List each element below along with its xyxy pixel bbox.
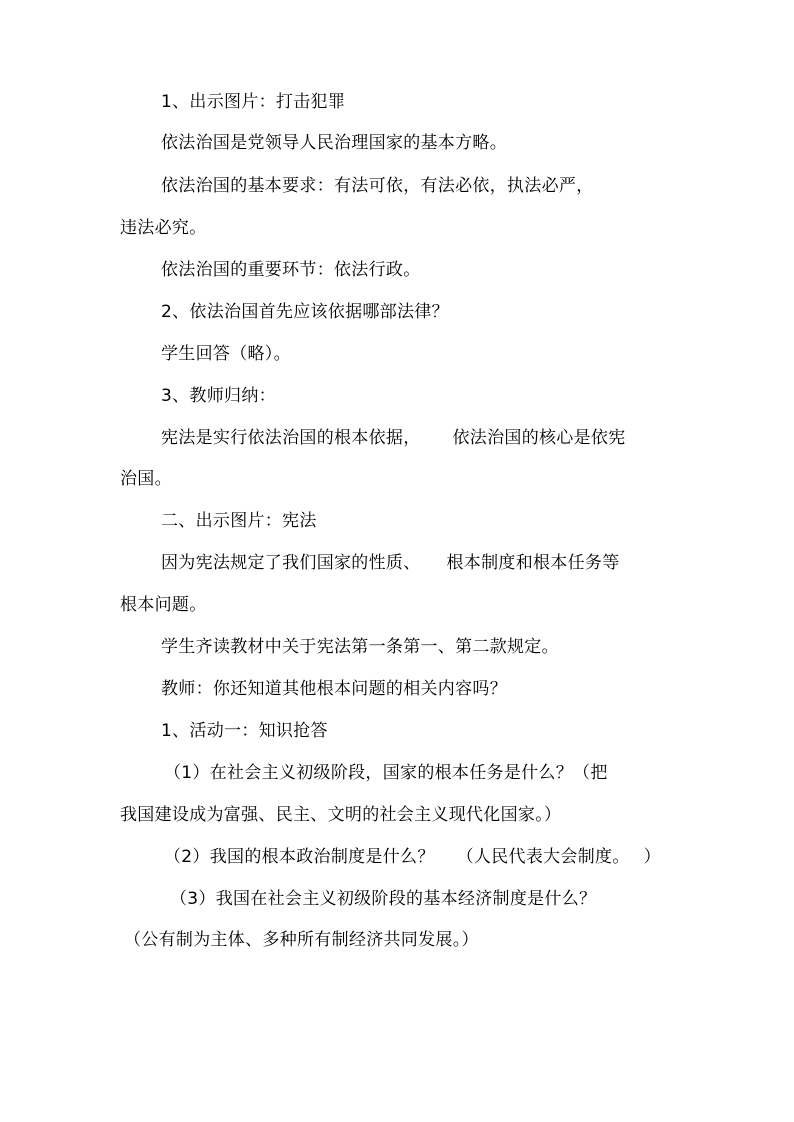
text-segment: 根本制度和根本任务等 xyxy=(446,553,620,573)
text-line: 1、出示图片：打击犯罪 xyxy=(161,92,346,112)
text-line: （1）在社会主义初级阶段，国家的根本任务是什么？（把 xyxy=(164,763,608,783)
text-segment: （2）我国的根本政治制度是什么？ xyxy=(164,847,435,867)
text-line: 教师：你还知道其他根本问题的相关内容吗？ xyxy=(161,679,507,699)
text-line: 2、依法治国首先应该依据哪部法律？ xyxy=(161,302,449,322)
text-line: 治国。 xyxy=(120,469,172,489)
text-line: 3、教师归纳： xyxy=(161,386,276,406)
text-line: 依法治国的重要环节：依法行政。 xyxy=(161,260,421,280)
text-line: （公有制为主体、多种所有制经济共同发展。） xyxy=(124,930,479,950)
text-line: （3）我国在社会主义初级阶段的基本经济制度是什么？ xyxy=(170,889,597,909)
text-line xyxy=(164,846,661,868)
text-line: 学生回答（略）。 xyxy=(161,344,291,364)
text-line: 根本问题。 xyxy=(120,595,207,615)
text-line: 1、活动一：知识抢答 xyxy=(161,721,328,741)
text-line xyxy=(161,427,626,449)
text-line: 依法治国的基本要求：有法可依，有法必依，执法必严， xyxy=(161,176,594,196)
text-line: 依法治国是党领导人民治理国家的基本方略。 xyxy=(161,133,507,153)
text-line: 学生齐读教材中关于宪法第一条第一、第二款规定。 xyxy=(161,637,559,657)
text-line: 违法必究。 xyxy=(120,218,207,238)
text-line xyxy=(161,552,620,574)
text-segment: ） xyxy=(643,847,661,867)
text-segment: 依法治国的核心是依宪 xyxy=(452,428,626,448)
text-line: 我国建设成为富强、民主、文明的社会主义现代化国家。） xyxy=(120,805,562,825)
text-segment: 因为宪法规定了我们国家的性质、 xyxy=(161,553,421,573)
text-line: 二、出示图片：宪法 xyxy=(161,511,317,531)
text-segment: 宪法是实行依法治国的根本依据， xyxy=(161,428,421,448)
text-segment: （人民代表大会制度。 xyxy=(456,847,630,867)
